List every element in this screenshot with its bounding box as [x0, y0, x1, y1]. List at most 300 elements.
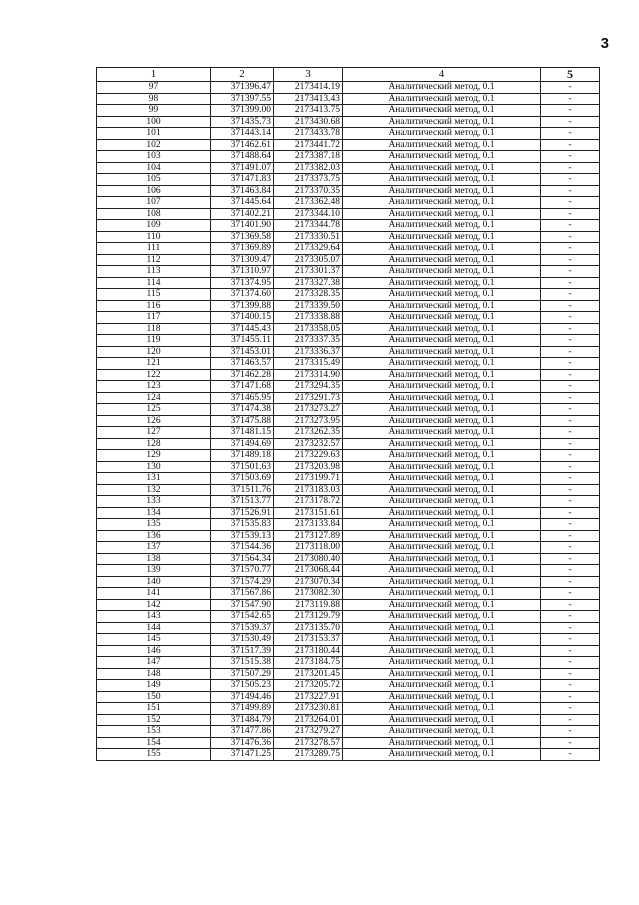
point-number-cell: 131: [97, 473, 211, 485]
point-number-cell: 125: [97, 404, 211, 416]
x-coordinate-cell: 371547.90: [211, 599, 274, 611]
note-cell: -: [541, 680, 600, 692]
point-number-cell: 104: [97, 162, 211, 174]
point-number-cell: 126: [97, 415, 211, 427]
point-number-cell: 112: [97, 254, 211, 266]
point-number-cell: 103: [97, 151, 211, 163]
point-number-cell: 129: [97, 450, 211, 462]
table-row: [97, 312, 600, 324]
column-header-5: 5: [541, 68, 600, 82]
y-coordinate-cell: 2173262.35: [274, 427, 343, 439]
method-cell: Аналитический метод, 0.1: [343, 496, 541, 508]
table-row: [97, 266, 600, 278]
point-number-cell: 124: [97, 392, 211, 404]
point-number-cell: 100: [97, 116, 211, 128]
x-coordinate-cell: 371488.64: [211, 151, 274, 163]
method-cell: Аналитический метод, 0.1: [343, 645, 541, 657]
x-coordinate-cell: 371539.37: [211, 622, 274, 634]
method-cell: Аналитический метод, 0.1: [343, 634, 541, 646]
method-cell: Аналитический метод, 0.1: [343, 105, 541, 117]
x-coordinate-cell: 371505.23: [211, 680, 274, 692]
table-row: [97, 507, 600, 519]
point-number-cell: 141: [97, 588, 211, 600]
note-cell: -: [541, 519, 600, 531]
x-coordinate-cell: 371471.83: [211, 174, 274, 186]
x-coordinate-cell: 371530.49: [211, 634, 274, 646]
point-number-cell: 101: [97, 128, 211, 140]
x-coordinate-cell: 371481.15: [211, 427, 274, 439]
y-coordinate-cell: 2173180.44: [274, 645, 343, 657]
point-number-cell: 135: [97, 519, 211, 531]
x-coordinate-cell: 371399.00: [211, 105, 274, 117]
y-coordinate-cell: 2173314.90: [274, 369, 343, 381]
y-coordinate-cell: 2173414.19: [274, 82, 343, 94]
method-cell: Аналитический метод, 0.1: [343, 680, 541, 692]
y-coordinate-cell: 2173135.70: [274, 622, 343, 634]
note-cell: -: [541, 243, 600, 255]
table-row: [97, 208, 600, 220]
x-coordinate-cell: 371397.55: [211, 93, 274, 105]
note-cell: -: [541, 473, 600, 485]
table-row: [97, 197, 600, 209]
y-coordinate-cell: 2173229.63: [274, 450, 343, 462]
method-cell: Аналитический метод, 0.1: [343, 277, 541, 289]
y-coordinate-cell: 2173118.00: [274, 542, 343, 554]
note-cell: -: [541, 496, 600, 508]
method-cell: Аналитический метод, 0.1: [343, 185, 541, 197]
table-row: [97, 427, 600, 439]
point-number-cell: 145: [97, 634, 211, 646]
table-row: [97, 553, 600, 565]
note-cell: -: [541, 300, 600, 312]
note-cell: -: [541, 151, 600, 163]
point-number-cell: 108: [97, 208, 211, 220]
x-coordinate-cell: 371435.73: [211, 116, 274, 128]
note-cell: -: [541, 553, 600, 565]
x-coordinate-cell: 371517.39: [211, 645, 274, 657]
method-cell: Аналитический метод, 0.1: [343, 519, 541, 531]
note-cell: -: [541, 174, 600, 186]
x-coordinate-cell: 371542.65: [211, 611, 274, 623]
point-number-cell: 120: [97, 346, 211, 358]
point-number-cell: 115: [97, 289, 211, 301]
note-cell: -: [541, 507, 600, 519]
method-cell: Аналитический метод, 0.1: [343, 335, 541, 347]
x-coordinate-cell: 371515.38: [211, 657, 274, 669]
method-cell: Аналитический метод, 0.1: [343, 726, 541, 738]
table-row: [97, 530, 600, 542]
method-cell: Аналитический метод, 0.1: [343, 415, 541, 427]
note-cell: -: [541, 461, 600, 473]
page-number: 3: [600, 35, 609, 52]
x-coordinate-cell: 371401.90: [211, 220, 274, 232]
y-coordinate-cell: 2173278.57: [274, 737, 343, 749]
table-row: [97, 300, 600, 312]
y-coordinate-cell: 2173338.88: [274, 312, 343, 324]
note-cell: -: [541, 749, 600, 761]
table-row: [97, 346, 600, 358]
x-coordinate-cell: 371471.68: [211, 381, 274, 393]
x-coordinate-cell: 371445.64: [211, 197, 274, 209]
method-cell: Аналитический метод, 0.1: [343, 231, 541, 243]
method-cell: Аналитический метод, 0.1: [343, 392, 541, 404]
y-coordinate-cell: 2173153.37: [274, 634, 343, 646]
method-cell: Аналитический метод, 0.1: [343, 323, 541, 335]
point-number-cell: 113: [97, 266, 211, 278]
table-row: [97, 381, 600, 393]
table-row: [97, 599, 600, 611]
table-row: [97, 231, 600, 243]
x-coordinate-cell: 371539.13: [211, 530, 274, 542]
table-row: [97, 220, 600, 232]
point-number-cell: 116: [97, 300, 211, 312]
method-cell: Аналитический метод, 0.1: [343, 220, 541, 232]
point-number-cell: 118: [97, 323, 211, 335]
y-coordinate-cell: 2173264.01: [274, 714, 343, 726]
x-coordinate-cell: 371511.76: [211, 484, 274, 496]
x-coordinate-cell: 371309.47: [211, 254, 274, 266]
method-cell: Аналитический метод, 0.1: [343, 450, 541, 462]
y-coordinate-cell: 2173362.48: [274, 197, 343, 209]
y-coordinate-cell: 2173387.18: [274, 151, 343, 163]
table-row: [97, 461, 600, 473]
method-cell: Аналитический метод, 0.1: [343, 749, 541, 761]
y-coordinate-cell: 2173294.35: [274, 381, 343, 393]
y-coordinate-cell: 2173068.44: [274, 565, 343, 577]
note-cell: -: [541, 335, 600, 347]
point-number-cell: 144: [97, 622, 211, 634]
x-coordinate-cell: 371499.89: [211, 703, 274, 715]
table-row: [97, 519, 600, 531]
point-number-cell: 121: [97, 358, 211, 370]
point-number-cell: 155: [97, 749, 211, 761]
y-coordinate-cell: 2173199.71: [274, 473, 343, 485]
method-cell: Аналитический метод, 0.1: [343, 657, 541, 669]
note-cell: -: [541, 162, 600, 174]
method-cell: Аналитический метод, 0.1: [343, 139, 541, 151]
y-coordinate-cell: 2173070.34: [274, 576, 343, 588]
y-coordinate-cell: 2173337.35: [274, 335, 343, 347]
note-cell: -: [541, 185, 600, 197]
point-number-cell: 148: [97, 668, 211, 680]
table-row: [97, 254, 600, 266]
y-coordinate-cell: 2173082.30: [274, 588, 343, 600]
y-coordinate-cell: 2173305.07: [274, 254, 343, 266]
y-coordinate-cell: 2173151.61: [274, 507, 343, 519]
y-coordinate-cell: 2173339.50: [274, 300, 343, 312]
method-cell: Аналитический метод, 0.1: [343, 174, 541, 186]
y-coordinate-cell: 2173330.51: [274, 231, 343, 243]
note-cell: -: [541, 599, 600, 611]
point-number-cell: 119: [97, 335, 211, 347]
table-row: [97, 645, 600, 657]
point-number-cell: 97: [97, 82, 211, 94]
note-cell: -: [541, 657, 600, 669]
method-cell: Аналитический метод, 0.1: [343, 438, 541, 450]
x-coordinate-cell: 371535.83: [211, 519, 274, 531]
table-row: [97, 576, 600, 588]
point-number-cell: 142: [97, 599, 211, 611]
method-cell: Аналитический метод, 0.1: [343, 427, 541, 439]
method-cell: Аналитический метод, 0.1: [343, 208, 541, 220]
method-cell: Аналитический метод, 0.1: [343, 484, 541, 496]
method-cell: Аналитический метод, 0.1: [343, 197, 541, 209]
x-coordinate-cell: 371399.88: [211, 300, 274, 312]
x-coordinate-cell: 371400.15: [211, 312, 274, 324]
point-number-cell: 151: [97, 703, 211, 715]
y-coordinate-cell: 2173433.78: [274, 128, 343, 140]
x-coordinate-cell: 371310.97: [211, 266, 274, 278]
table-row: [97, 657, 600, 669]
y-coordinate-cell: 2173329.64: [274, 243, 343, 255]
table-row: [97, 438, 600, 450]
table-row: [97, 473, 600, 485]
method-cell: Аналитический метод, 0.1: [343, 507, 541, 519]
method-cell: Аналитический метод, 0.1: [343, 82, 541, 94]
x-coordinate-cell: 371453.01: [211, 346, 274, 358]
method-cell: Аналитический метод, 0.1: [343, 553, 541, 565]
table-row: [97, 128, 600, 140]
table-row: [97, 737, 600, 749]
note-cell: -: [541, 266, 600, 278]
note-cell: -: [541, 369, 600, 381]
note-cell: -: [541, 381, 600, 393]
x-coordinate-cell: 371503.69: [211, 473, 274, 485]
y-coordinate-cell: 2173273.27: [274, 404, 343, 416]
y-coordinate-cell: 2173201.45: [274, 668, 343, 680]
table-row: [97, 726, 600, 738]
table-row: [97, 105, 600, 117]
method-cell: Аналитический метод, 0.1: [343, 381, 541, 393]
note-cell: -: [541, 323, 600, 335]
method-cell: Аналитический метод, 0.1: [343, 576, 541, 588]
x-coordinate-cell: 371402.21: [211, 208, 274, 220]
point-number-cell: 98: [97, 93, 211, 105]
method-cell: Аналитический метод, 0.1: [343, 312, 541, 324]
x-coordinate-cell: 371567.86: [211, 588, 274, 600]
y-coordinate-cell: 2173227.91: [274, 691, 343, 703]
point-number-cell: 117: [97, 312, 211, 324]
x-coordinate-cell: 371494.46: [211, 691, 274, 703]
point-number-cell: 123: [97, 381, 211, 393]
x-coordinate-cell: 371462.28: [211, 369, 274, 381]
x-coordinate-cell: 371374.60: [211, 289, 274, 301]
table-row: [97, 82, 600, 94]
note-cell: -: [541, 565, 600, 577]
method-cell: Аналитический метод, 0.1: [343, 300, 541, 312]
x-coordinate-cell: 371455.11: [211, 335, 274, 347]
y-coordinate-cell: 2173301.37: [274, 266, 343, 278]
x-coordinate-cell: 371477.86: [211, 726, 274, 738]
x-coordinate-cell: 371484.79: [211, 714, 274, 726]
y-coordinate-cell: 2173413.43: [274, 93, 343, 105]
table-row: [97, 749, 600, 761]
coordinates-table: [96, 67, 600, 761]
note-cell: -: [541, 231, 600, 243]
method-cell: Аналитический метод, 0.1: [343, 714, 541, 726]
note-cell: -: [541, 450, 600, 462]
note-cell: -: [541, 737, 600, 749]
table-row: [97, 415, 600, 427]
x-coordinate-cell: 371491.07: [211, 162, 274, 174]
note-cell: -: [541, 668, 600, 680]
note-cell: -: [541, 714, 600, 726]
y-coordinate-cell: 2173178.72: [274, 496, 343, 508]
y-coordinate-cell: 2173336.37: [274, 346, 343, 358]
point-number-cell: 139: [97, 565, 211, 577]
note-cell: -: [541, 726, 600, 738]
x-coordinate-cell: 371463.84: [211, 185, 274, 197]
table-row: [97, 691, 600, 703]
point-number-cell: 143: [97, 611, 211, 623]
x-coordinate-cell: 371489.18: [211, 450, 274, 462]
note-cell: -: [541, 208, 600, 220]
note-cell: -: [541, 542, 600, 554]
column-header-3: 3: [274, 68, 343, 82]
y-coordinate-cell: 2173205.72: [274, 680, 343, 692]
method-cell: Аналитический метод, 0.1: [343, 703, 541, 715]
note-cell: -: [541, 622, 600, 634]
method-cell: Аналитический метод, 0.1: [343, 565, 541, 577]
point-number-cell: 154: [97, 737, 211, 749]
method-cell: Аналитический метод, 0.1: [343, 473, 541, 485]
method-cell: Аналитический метод, 0.1: [343, 243, 541, 255]
point-number-cell: 114: [97, 277, 211, 289]
point-number-cell: 107: [97, 197, 211, 209]
x-coordinate-cell: 371443.14: [211, 128, 274, 140]
x-coordinate-cell: 371501.63: [211, 461, 274, 473]
y-coordinate-cell: 2173441.72: [274, 139, 343, 151]
table-row: [97, 289, 600, 301]
column-header-2: 2: [211, 68, 274, 82]
point-number-cell: 136: [97, 530, 211, 542]
x-coordinate-cell: 371513.77: [211, 496, 274, 508]
method-cell: Аналитический метод, 0.1: [343, 358, 541, 370]
table-row: [97, 668, 600, 680]
y-coordinate-cell: 2173230.81: [274, 703, 343, 715]
y-coordinate-cell: 2173080.40: [274, 553, 343, 565]
x-coordinate-cell: 371475.88: [211, 415, 274, 427]
method-cell: Аналитический метод, 0.1: [343, 668, 541, 680]
note-cell: -: [541, 277, 600, 289]
table-row: [97, 588, 600, 600]
note-cell: -: [541, 691, 600, 703]
column-header-1: 1: [97, 68, 211, 82]
point-number-cell: 152: [97, 714, 211, 726]
note-cell: -: [541, 530, 600, 542]
y-coordinate-cell: 2173370.35: [274, 185, 343, 197]
note-cell: -: [541, 634, 600, 646]
point-number-cell: 153: [97, 726, 211, 738]
y-coordinate-cell: 2173133.84: [274, 519, 343, 531]
method-cell: Аналитический метод, 0.1: [343, 588, 541, 600]
note-cell: -: [541, 93, 600, 105]
note-cell: -: [541, 289, 600, 301]
note-cell: -: [541, 197, 600, 209]
table-header-row: [97, 68, 600, 82]
note-cell: -: [541, 576, 600, 588]
point-number-cell: 122: [97, 369, 211, 381]
x-coordinate-cell: 371369.89: [211, 243, 274, 255]
note-cell: -: [541, 484, 600, 496]
x-coordinate-cell: 371369.58: [211, 231, 274, 243]
x-coordinate-cell: 371463.57: [211, 358, 274, 370]
method-cell: Аналитический метод, 0.1: [343, 254, 541, 266]
x-coordinate-cell: 371476.36: [211, 737, 274, 749]
table-row: [97, 369, 600, 381]
table-row: [97, 162, 600, 174]
method-cell: Аналитический метод, 0.1: [343, 737, 541, 749]
y-coordinate-cell: 2173127.89: [274, 530, 343, 542]
x-coordinate-cell: 371574.29: [211, 576, 274, 588]
table-row: [97, 335, 600, 347]
point-number-cell: 110: [97, 231, 211, 243]
method-cell: Аналитический метод, 0.1: [343, 346, 541, 358]
note-cell: -: [541, 427, 600, 439]
y-coordinate-cell: 2173184.75: [274, 657, 343, 669]
table-row: [97, 622, 600, 634]
table-row: [97, 185, 600, 197]
point-number-cell: 140: [97, 576, 211, 588]
note-cell: -: [541, 392, 600, 404]
table-row: [97, 174, 600, 186]
method-cell: Аналитический метод, 0.1: [343, 128, 541, 140]
table-row: [97, 323, 600, 335]
table-row: [97, 565, 600, 577]
table-row: [97, 450, 600, 462]
x-coordinate-cell: 371445.43: [211, 323, 274, 335]
table-row: [97, 358, 600, 370]
x-coordinate-cell: 371374.95: [211, 277, 274, 289]
point-number-cell: 134: [97, 507, 211, 519]
y-coordinate-cell: 2173203.98: [274, 461, 343, 473]
point-number-cell: 150: [97, 691, 211, 703]
method-cell: Аналитический метод, 0.1: [343, 611, 541, 623]
method-cell: Аналитический метод, 0.1: [343, 266, 541, 278]
note-cell: -: [541, 588, 600, 600]
x-coordinate-cell: 371570.77: [211, 565, 274, 577]
table-row: [97, 714, 600, 726]
method-cell: Аналитический метод, 0.1: [343, 162, 541, 174]
y-coordinate-cell: 2173430.68: [274, 116, 343, 128]
y-coordinate-cell: 2173232.57: [274, 438, 343, 450]
table-row: [97, 392, 600, 404]
y-coordinate-cell: 2173183.03: [274, 484, 343, 496]
note-cell: -: [541, 220, 600, 232]
method-cell: Аналитический метод, 0.1: [343, 289, 541, 301]
note-cell: -: [541, 611, 600, 623]
y-coordinate-cell: 2173344.78: [274, 220, 343, 232]
y-coordinate-cell: 2173273.95: [274, 415, 343, 427]
note-cell: -: [541, 358, 600, 370]
method-cell: Аналитический метод, 0.1: [343, 404, 541, 416]
method-cell: Аналитический метод, 0.1: [343, 116, 541, 128]
table-row: [97, 611, 600, 623]
note-cell: -: [541, 645, 600, 657]
point-number-cell: 109: [97, 220, 211, 232]
x-coordinate-cell: 371494.69: [211, 438, 274, 450]
y-coordinate-cell: 2173315.49: [274, 358, 343, 370]
y-coordinate-cell: 2173289.75: [274, 749, 343, 761]
table-row: [97, 243, 600, 255]
y-coordinate-cell: 2173327.38: [274, 277, 343, 289]
table-row: [97, 634, 600, 646]
point-number-cell: 111: [97, 243, 211, 255]
point-number-cell: 137: [97, 542, 211, 554]
note-cell: -: [541, 254, 600, 266]
point-number-cell: 99: [97, 105, 211, 117]
y-coordinate-cell: 2173373.75: [274, 174, 343, 186]
